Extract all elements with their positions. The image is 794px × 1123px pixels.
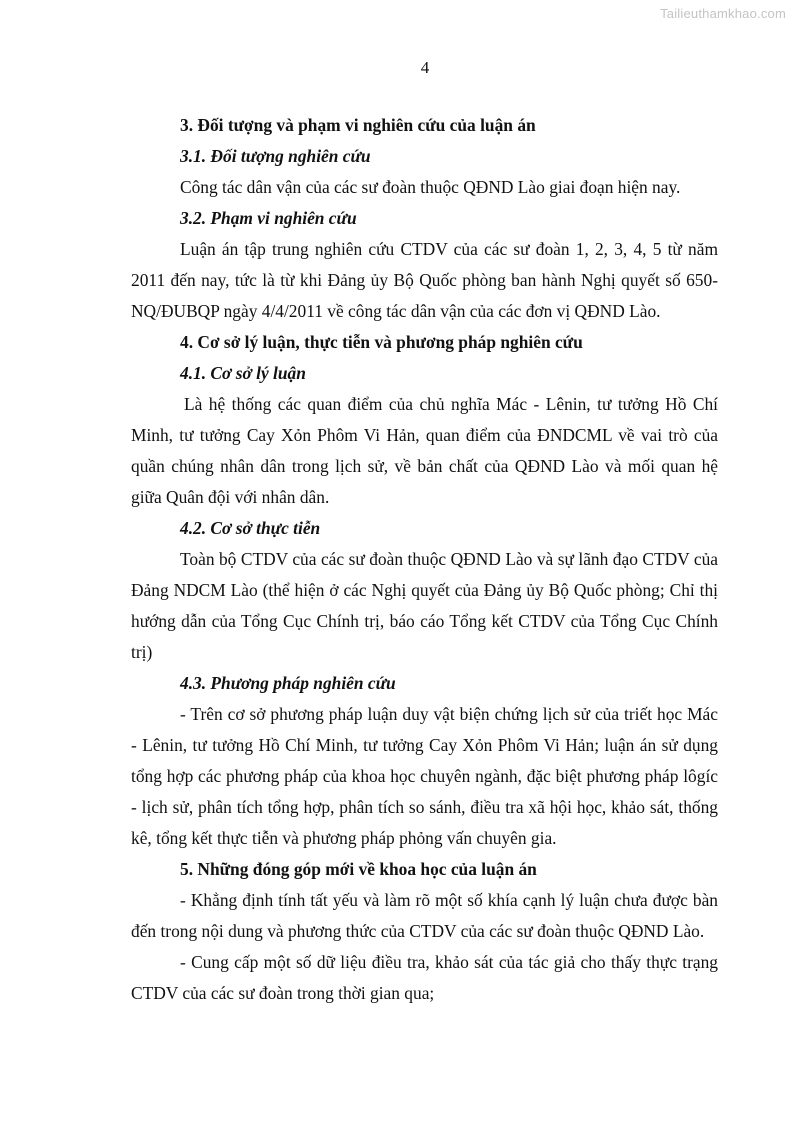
document-body bbox=[131, 110, 718, 1009]
section-3-2-text: Luận án tập trung nghiên cứu CTDV của các sư đoàn 1, 2, 3, 4, 5 từ năm 2011 đến nay, tức là từ khi Đảng ủy Bộ Quốc phòng ban hành Nghị quyết số 650-NQ/ĐUBQP ngày 4/4/2011 về công tác dân vận của các đơn vị QĐND Lào. bbox=[131, 239, 718, 321]
section-3-1-heading: 3.1. Đối tượng nghiên cứu bbox=[180, 146, 371, 166]
section-3-heading: 3. Đối tượng và phạm vi nghiên cứu của luận án bbox=[180, 115, 536, 135]
watermark: Tailieuthamkhao.com bbox=[660, 6, 786, 21]
section-4-1-heading: 4.1. Cơ sở lý luận bbox=[180, 363, 306, 383]
section-4-heading: 4. Cơ sở lý luận, thực tiễn và phương pháp nghiên cứu bbox=[180, 332, 583, 352]
section-3-1-text: Công tác dân vận của các sư đoàn thuộc QĐND Lào giai đoạn hiện nay. bbox=[180, 177, 681, 197]
section-4-1-text: Là hệ thống các quan điểm của chủ nghĩa Mác - Lênin, tư tưởng Hồ Chí Minh, tư tưởng Cay Xỏn Phôm Vi Hản, quan điểm của ĐNDCML về vai trò của quần chúng nhân dân trong lịch sử, về bản chất của QĐND Lào và mối quan hệ giữa Quân đội với nhân dân. bbox=[131, 394, 718, 507]
section-5-item-1: - Khẳng định tính tất yếu và làm rõ một số khía cạnh lý luận chưa được bàn đến trong nội dung và phương thức của CTDV của các sư đoàn thuộc QĐND Lào. bbox=[131, 890, 718, 941]
section-4-3-heading: 4.3. Phương pháp nghiên cứu bbox=[180, 673, 396, 693]
section-4-2-text: Toàn bộ CTDV của các sư đoàn thuộc QĐND Lào và sự lãnh đạo CTDV của Đảng NDCM Lào (thể hiện ở các Nghị quyết của Đảng ủy Bộ Quốc phòng; Chỉ thị hướng dẫn của Tổng Cục Chính trị, báo cáo Tổng kết CTDV của Tổng Cục Chính trị) bbox=[131, 549, 718, 662]
section-4-2-heading: 4.2. Cơ sở thực tiễn bbox=[180, 518, 321, 538]
section-5-item-2: - Cung cấp một số dữ liệu điều tra, khảo sát của tác giả cho thấy thực trạng CTDV của các sư đoàn trong thời gian qua; bbox=[131, 952, 718, 1003]
page-number: 4 bbox=[420, 58, 430, 77]
section-4-3-text: - Trên cơ sở phương pháp luận duy vật biện chứng lịch sử của triết học Mác - Lênin, tư tưởng Hồ Chí Minh, tư tưởng Cay Xỏn Phôm Vi Hản; luận án sử dụng tổng hợp các phương pháp của khoa học chuyên ngành, đặc biệt phương pháp lôgíc - lịch sử, phân tích tổng hợp, phân tích so sánh, điều tra xã hội học, khảo sát, thống kê, tổng kết thực tiễn và phương pháp phỏng vấn chuyên gia. bbox=[131, 704, 718, 848]
section-5-heading: 5. Những đóng góp mới về khoa học của luận án bbox=[180, 859, 537, 879]
section-3-2-heading: 3.2. Phạm vi nghiên cứu bbox=[180, 208, 357, 228]
